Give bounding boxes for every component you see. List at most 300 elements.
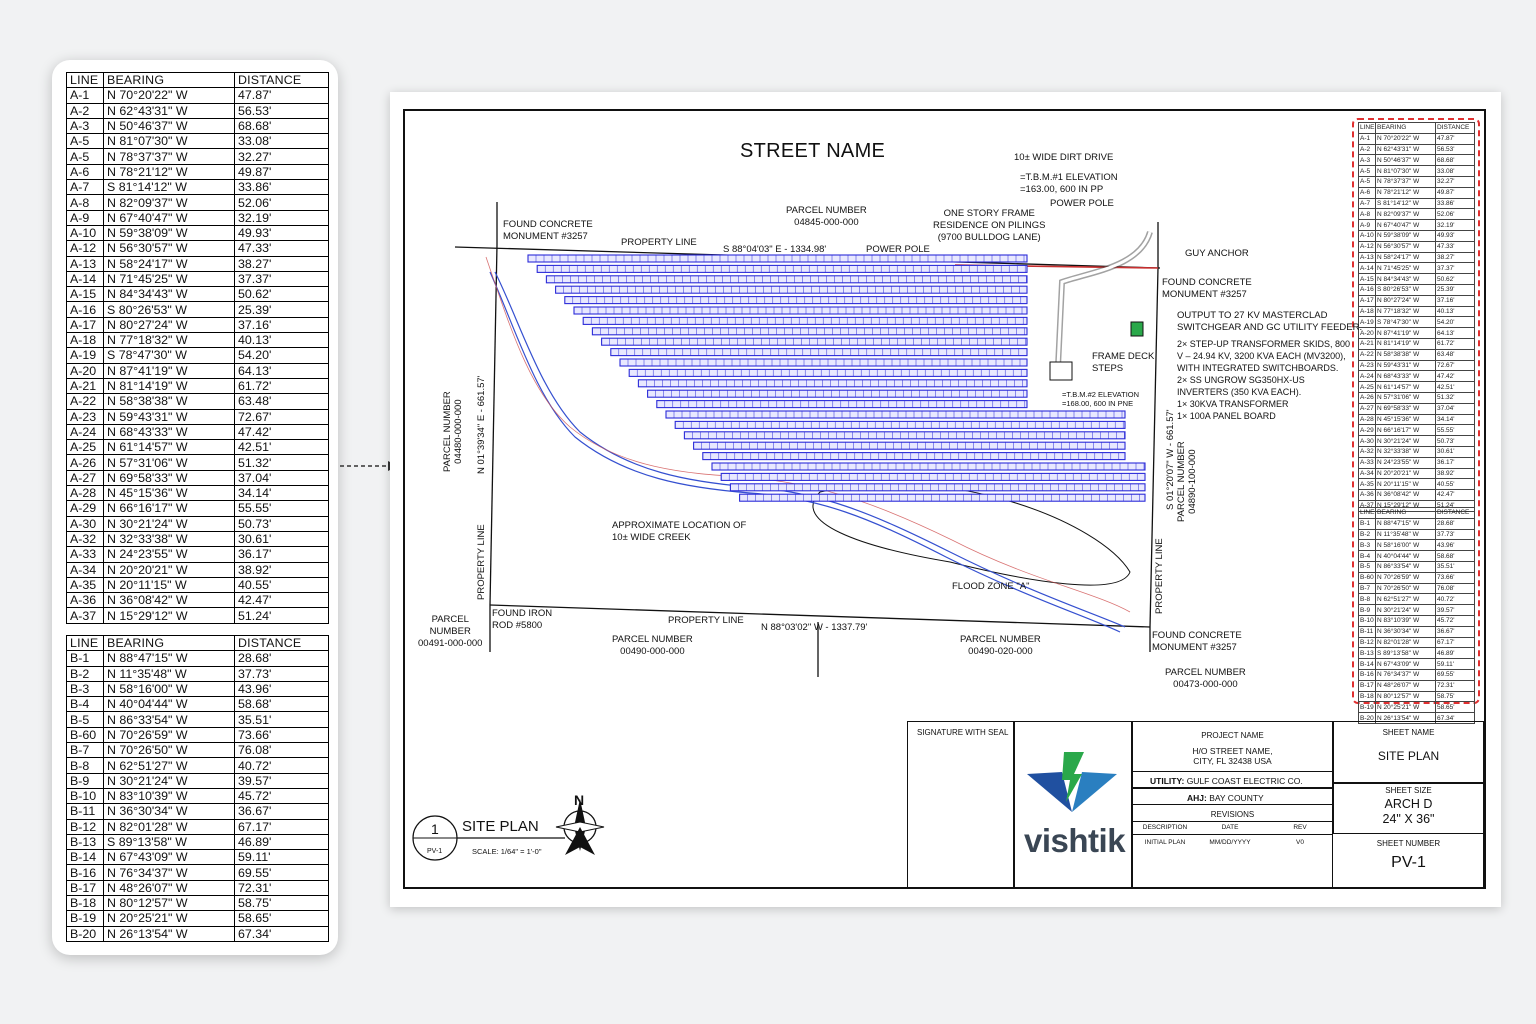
distance-cell: 61.72' [1436, 338, 1475, 349]
distance-cell: 51.24' [1436, 500, 1475, 511]
property-line-west [490, 245, 497, 605]
distance-cell: 37.04' [1436, 403, 1475, 414]
distance-cell: 69.55' [235, 865, 329, 880]
sheet-name: SITE PLAN [1377, 749, 1440, 763]
panel-row [703, 453, 1125, 460]
line-cell: A-26 [67, 455, 104, 470]
distance-cell: 45.72' [235, 788, 329, 803]
bearing-cell: N 81°07'30" W [1376, 166, 1436, 177]
label-property-line-right: PROPERTY LINE [1154, 538, 1165, 614]
bearing-cell: N 62°51'27" W [1376, 594, 1436, 605]
table-row [1359, 529, 1475, 540]
line-cell: A-37 [1360, 502, 1374, 510]
distance-cell: 67.34' [1436, 713, 1475, 724]
distance-cell: 37.73' [235, 666, 329, 681]
label-parcel-bottom-3: PARCEL NUMBER 00473-000-000 [1165, 667, 1246, 690]
bearing-cell: N 87°41'19" W [1376, 328, 1436, 339]
distance-cell: 52.06' [1436, 209, 1475, 220]
table-row [67, 865, 329, 880]
sheet-name-label: SHEET NAME [1382, 728, 1435, 737]
line-cell: A-8 [67, 195, 104, 210]
line-cell: A-7 [67, 180, 104, 195]
distance-cell: 32.27' [1436, 176, 1475, 187]
line-cell: B-13 [1360, 649, 1374, 657]
distance-cell: 38.27' [235, 256, 329, 271]
bearing-cell: N 20°11'15" W [1376, 479, 1436, 490]
distance-cell: 37.04' [235, 470, 329, 485]
line-cell: B-13 [67, 834, 104, 849]
distance-cell: 49.93' [235, 225, 329, 240]
table-row [1359, 252, 1475, 263]
table-row [1359, 338, 1475, 349]
table-row [1359, 317, 1475, 328]
panel-row [675, 421, 1125, 428]
label-property-line-top: PROPERTY LINE [621, 237, 697, 248]
distance-cell: 33.86' [235, 180, 329, 195]
label-iron-rod: FOUND IRON ROD #5800 [492, 608, 553, 631]
distance-cell: 54.20' [1436, 317, 1475, 328]
table-row [67, 788, 329, 803]
table-row [1359, 457, 1475, 468]
table-row [1359, 605, 1475, 616]
line-cell: B-19 [67, 911, 104, 926]
bearing-cell: N 78°21'12" W [104, 164, 235, 179]
bearing-cell: N 71°45'25" W [104, 271, 235, 286]
line-cell: B-16 [1360, 671, 1374, 679]
distance-cell: 28.68' [235, 651, 329, 666]
bearing-cell: N 61°14'57" W [104, 440, 235, 455]
bearing-cell: N 20°11'15" W [104, 577, 235, 592]
line-cell: A-32 [1360, 448, 1374, 456]
bearing-cell: N 81°14'19" W [104, 378, 235, 393]
bearing-cell: N 80°12'57" W [104, 896, 235, 911]
table-row [1359, 360, 1475, 371]
line-cell: A-5 [67, 134, 104, 149]
line-cell: A-10 [67, 225, 104, 240]
ahj-value: BAY COUNTY [1209, 793, 1264, 803]
bearing-cell: N 77°18'32" W [104, 333, 235, 348]
table-row [1359, 669, 1475, 680]
distance-cell: 58.65' [1436, 702, 1475, 713]
equipment-pad-icon [1131, 322, 1143, 336]
line-cell: A-36 [67, 593, 104, 608]
line-cell: A-9 [1359, 220, 1376, 231]
distance-cell: 49.93' [1436, 230, 1475, 241]
bearing-cell: S 78°47'30" W [104, 348, 235, 363]
label-property-line-left: PROPERTY LINE [476, 524, 487, 600]
table-row [67, 896, 329, 911]
line-cell: A-13 [1360, 253, 1374, 261]
bearing-cell: N 56°30'57" W [104, 241, 235, 256]
line-cell: A-33 [1360, 459, 1374, 467]
bearing-cell: N 36°30'34" W [104, 804, 235, 819]
label-tbm2: =T.B.M.#2 ELEVATION =168.00, 600 IN PNE [1062, 390, 1140, 408]
plan-number: 1 [431, 821, 439, 837]
table-row [67, 164, 329, 179]
line-cell: A-24 [1360, 372, 1374, 380]
panel-row [620, 359, 1027, 366]
bearing-cell: N 40°04'44" W [104, 697, 235, 712]
bearing-cell: N 59°38'09" W [1376, 230, 1436, 241]
distance-cell: 63.48' [1436, 349, 1475, 360]
bearing-cell: N 84°34'43" W [104, 287, 235, 302]
bearing-cell: N 58°16'00" W [104, 681, 235, 696]
bearing-cell: S 78°47'30" W [1376, 317, 1436, 328]
distance-cell: 37.37' [235, 271, 329, 286]
bearing-cell: N 36°30'34" W [1376, 626, 1436, 637]
distance-cell: 36.67' [235, 804, 329, 819]
line-cell: A-19 [1360, 318, 1374, 326]
bearing-cell: N 30°21'24" W [104, 516, 235, 531]
bearing-cell: S 80°26'53" W [104, 302, 235, 317]
panel-row [629, 369, 1027, 376]
table-row [1359, 518, 1475, 529]
table-row [1359, 349, 1475, 360]
table-row [67, 516, 329, 531]
line-cell: B-11 [1359, 626, 1376, 637]
line-cell: B-60 [67, 727, 104, 742]
distance-cell: 36.17' [1436, 457, 1475, 468]
line-cell: B-18 [67, 896, 104, 911]
bearing-cell: N 58°16'00" W [1376, 540, 1436, 551]
table-header-row [1359, 123, 1475, 134]
sheet-line-table-b [1358, 507, 1475, 724]
line-cell: B-20 [67, 926, 104, 941]
bearing-cell: N 58°38'38" W [104, 394, 235, 409]
table-row [1359, 561, 1475, 572]
distance-cell: 40.55' [1436, 479, 1475, 490]
distance-cell: 36.17' [235, 547, 329, 562]
bearing-cell: N 24°23'55" W [104, 547, 235, 562]
table-row [1359, 155, 1475, 166]
table-row [67, 651, 329, 666]
bearing-cell: N 36°08'42" W [104, 593, 235, 608]
line-cell: A-6 [67, 164, 104, 179]
distance-cell: 43.96' [235, 681, 329, 696]
bearing-cell: N 70°26'50" W [104, 743, 235, 758]
table-row [67, 88, 329, 103]
table-row [1359, 166, 1475, 177]
label-residence: ONE STORY FRAME RESIDENCE ON PILINGS (9700 BULLDOG LANE) [933, 208, 1046, 243]
line-cell: A-27 [1360, 405, 1374, 413]
bearing-cell: N 78°37'37" W [1376, 176, 1436, 187]
bearing-cell: N 82°09'37" W [1376, 209, 1436, 220]
line-cell: A-3 [67, 118, 104, 133]
bearing-cell: S 89°13'58" W [1376, 648, 1436, 659]
distance-cell: 58.75' [235, 896, 329, 911]
table-row [1359, 263, 1475, 274]
line-cell: A-2 [1359, 144, 1376, 155]
bearing-cell: S 89°13'58" W [104, 834, 235, 849]
bearing-cell: N 48°26'07" W [1376, 680, 1436, 691]
table-row [1359, 187, 1475, 198]
line-cell: A-5 [1359, 176, 1376, 187]
distance-cell: 47.42' [235, 424, 329, 439]
line-cell: A-34 [1360, 469, 1374, 477]
table-row [1359, 425, 1475, 436]
distance-cell: 50.73' [1436, 436, 1475, 447]
distance-cell: 63.48' [235, 394, 329, 409]
label-parcel-bottom-2: PARCEL NUMBER 00490-020-000 [960, 634, 1041, 657]
distance-cell: 55.55' [235, 501, 329, 516]
line-cell: A-16 [1360, 286, 1374, 294]
line-cell: A-29 [67, 501, 104, 516]
distance-cell: 46.89' [1436, 648, 1475, 659]
line-cell: A-24 [67, 424, 104, 439]
distance-cell: 47.33' [235, 241, 329, 256]
bearing-cell: N 30°21'24" W [1376, 436, 1436, 447]
bearing-cell: N 70°26'59" W [1376, 572, 1436, 583]
label-guy-anchor: GUY ANCHOR [1185, 248, 1249, 259]
table-row [1359, 594, 1475, 605]
sheet-size-label: SHEET SIZE [1385, 786, 1432, 795]
line-cell: A-21 [1360, 340, 1374, 348]
bearing-cell: N 59°43'31" W [1376, 360, 1436, 371]
rev-description: INITIAL PLAN [1144, 839, 1186, 846]
distance-cell: 28.68' [1436, 518, 1475, 529]
label-bearing-right: S 01°20'07" W - 661.57' [1165, 409, 1176, 510]
line-table-a [66, 72, 329, 624]
table-row [1359, 446, 1475, 457]
distance-cell: 58.65' [235, 911, 329, 926]
bearing-cell: N 20°20'21" W [104, 562, 235, 577]
bearing-cell: N 26°13'54" W [104, 926, 235, 941]
bearing-cell: N 59°38'09" W [104, 225, 235, 240]
bearing-cell: N 83°10'39" W [1376, 615, 1436, 626]
line-cell: B-14 [67, 850, 104, 865]
column-header: LINE [1360, 124, 1375, 132]
line-cell: B-8 [1359, 594, 1376, 605]
distance-cell: 30.61' [235, 531, 329, 546]
distance-cell: 40.72' [235, 758, 329, 773]
label-parcel-sw: PARCEL NUMBER 00491-000-000 [418, 614, 483, 649]
table-row [1359, 382, 1475, 393]
line-cell: B-20 [1360, 714, 1374, 722]
table-row [1359, 615, 1475, 626]
table-row [67, 317, 329, 332]
table-row [67, 394, 329, 409]
distance-cell: 68.68' [1436, 155, 1475, 166]
table-row [1359, 220, 1475, 231]
table-row [67, 577, 329, 592]
bearing-cell: N 11°35'48" W [1376, 529, 1436, 540]
distance-cell: 32.19' [235, 210, 329, 225]
distance-cell: 55.55' [1436, 425, 1475, 436]
table-header-row [67, 73, 329, 88]
distance-cell: 34.14' [1436, 414, 1475, 425]
bearing-cell: N 69°58'33" W [1376, 403, 1436, 414]
table-row [67, 134, 329, 149]
ahj-row-text [1187, 793, 1264, 803]
bearing-cell: N 58°24'17" W [1376, 252, 1436, 263]
line-cell: A-37 [67, 608, 104, 623]
distance-cell: 67.17' [235, 819, 329, 834]
distance-cell: 51.32' [1436, 392, 1475, 403]
table-row [67, 562, 329, 577]
panel-row [583, 317, 1027, 324]
table-row [67, 378, 329, 393]
table-row [67, 440, 329, 455]
distance-cell: 37.37' [1436, 263, 1475, 274]
bearing-cell: N 80°27'24" W [1376, 295, 1436, 306]
bearing-cell: N 78°37'37" W [104, 149, 235, 164]
table-row [67, 409, 329, 424]
line-cell: B-4 [67, 697, 104, 712]
line-cell: B-8 [67, 758, 104, 773]
rev-header-rev: REV [1293, 824, 1307, 831]
line-cell: B-5 [67, 712, 104, 727]
utility-row-text [1150, 776, 1303, 786]
table-row [67, 681, 329, 696]
distance-cell: 38.27' [1436, 252, 1475, 263]
distance-cell: 58.75' [1436, 691, 1475, 702]
bearing-cell: N 48°26'07" W [104, 880, 235, 895]
table-row [1359, 230, 1475, 241]
distance-cell: 35.51' [235, 712, 329, 727]
table-row [1359, 241, 1475, 252]
bearing-cell: N 66°16'17" W [104, 501, 235, 516]
bearing-cell: N 24°23'55" W [1376, 457, 1436, 468]
distance-cell: 67.34' [235, 926, 329, 941]
bearing-cell: N 50°46'37" W [1376, 155, 1436, 166]
column-header: DISTANCE [1436, 123, 1475, 134]
bearing-cell: N 88°47'15" W [1376, 518, 1436, 529]
label-parcel-top: PARCEL NUMBER 04845-000-000 [786, 205, 867, 228]
sheet-line-table-a [1358, 122, 1475, 512]
line-cell: A-18 [67, 333, 104, 348]
sheet-size: ARCH D 24" X 36" [1382, 797, 1435, 826]
table-row [67, 271, 329, 286]
distance-cell: 50.73' [235, 516, 329, 531]
distance-cell: 58.68' [1436, 551, 1475, 562]
label-bearing-bottom: N 88°03'02" W - 1337.79' [761, 622, 868, 633]
line-cell: A-34 [67, 562, 104, 577]
distance-cell: 38.92' [1436, 468, 1475, 479]
table-row [67, 195, 329, 210]
bearing-cell: N 82°01'28" W [1376, 637, 1436, 648]
rev-number: V0 [1296, 839, 1304, 846]
bearing-cell: N 66°16'17" W [1376, 425, 1436, 436]
bearing-cell: N 70°26'59" W [104, 727, 235, 742]
line-cell: A-17 [1360, 297, 1374, 305]
residence-outline [1050, 362, 1072, 380]
label-parcel-bottom-1: PARCEL NUMBER 00490-000-000 [612, 634, 693, 657]
table-row [1359, 414, 1475, 425]
line-cell: A-23 [1360, 361, 1374, 369]
table-row [67, 149, 329, 164]
column-header: LINE [1360, 509, 1375, 517]
table-row [1359, 176, 1475, 187]
distance-cell: 69.55' [1436, 669, 1475, 680]
distance-cell: 64.13' [235, 363, 329, 378]
bearing-cell: N 84°34'43" W [1376, 274, 1436, 285]
bearing-cell: N 15°29'12" W [1376, 500, 1436, 511]
panel-row [694, 442, 1125, 449]
bearing-cell: N 86°33'54" W [104, 712, 235, 727]
table-row [67, 758, 329, 773]
table-row [1359, 583, 1475, 594]
distance-cell: 33.08' [235, 134, 329, 149]
table-row [1359, 479, 1475, 490]
rev-date: MM/DD/YYYY [1209, 839, 1251, 846]
table-row [67, 727, 329, 742]
distance-cell: 40.72' [1436, 594, 1475, 605]
ahj-label: AHJ: [1187, 793, 1207, 803]
bearing-cell: N 70°20'22" W [1376, 133, 1436, 144]
table-row [67, 911, 329, 926]
line-cell: B-10 [67, 788, 104, 803]
line-cell: B-17 [1360, 682, 1374, 690]
line-cell: A-14 [67, 271, 104, 286]
bearing-cell: N 67°43'09" W [104, 850, 235, 865]
bearing-cell: N 67°40'47" W [1376, 220, 1436, 231]
north-letter: N [574, 792, 585, 808]
bearing-cell: N 50°46'37" W [104, 118, 235, 133]
line-cell: A-10 [1360, 232, 1374, 240]
distance-cell: 33.86' [1436, 198, 1475, 209]
distance-cell: 40.13' [1436, 306, 1475, 317]
line-cell: A-12 [1360, 243, 1374, 251]
line-cell: A-5 [1359, 166, 1376, 177]
line-cell: B-9 [67, 773, 104, 788]
table-row [1359, 274, 1475, 285]
bearing-cell: N 32°33'38" W [104, 531, 235, 546]
table-row [1359, 637, 1475, 648]
panel-row [556, 286, 1027, 293]
bearing-cell: N 40°04'44" W [1376, 551, 1436, 562]
distance-cell: 37.16' [235, 317, 329, 332]
panel-row [537, 265, 1027, 272]
line-cell: B-7 [67, 743, 104, 758]
bearing-cell: N 61°14'57" W [1376, 382, 1436, 393]
table-row [1359, 468, 1475, 479]
panel-row [730, 484, 1145, 491]
street-name: STREET NAME [740, 140, 886, 162]
distance-cell: 56.53' [235, 103, 329, 118]
line-cell: A-30 [67, 516, 104, 531]
line-cell: B-10 [1360, 617, 1374, 625]
bearing-cell: N 88°47'15" W [104, 651, 235, 666]
distance-cell: 47.42' [1436, 371, 1475, 382]
table-row [67, 850, 329, 865]
table-row [1359, 284, 1475, 295]
bearing-cell: N 45°15'36" W [1376, 414, 1436, 425]
table-row [67, 302, 329, 317]
panel-row [574, 307, 1027, 314]
line-cell: A-19 [67, 348, 104, 363]
line-cell: A-30 [1360, 437, 1374, 445]
line-cell: A-33 [67, 547, 104, 562]
table-row [1359, 392, 1475, 403]
line-cell: B-11 [67, 804, 104, 819]
distance-cell: 32.19' [1436, 220, 1475, 231]
table-row [1359, 490, 1475, 501]
line-cell: B-16 [67, 865, 104, 880]
label-frame-deck: FRAME DECK STEPS [1092, 351, 1155, 374]
distance-cell: 56.53' [1436, 144, 1475, 155]
distance-cell: 49.87' [1436, 187, 1475, 198]
line-cell: B-18 [1360, 692, 1374, 700]
bearing-cell: N 77°18'32" W [1376, 306, 1436, 317]
distance-cell: 45.72' [1436, 615, 1475, 626]
table-row [1359, 572, 1475, 583]
bearing-cell: N 58°38'38" W [1376, 349, 1436, 360]
distance-cell: 47.87' [1436, 133, 1475, 144]
distance-cell: 72.67' [235, 409, 329, 424]
line-cell: A-15 [67, 287, 104, 302]
column-header: BEARING [104, 73, 235, 88]
bearing-cell: N 82°09'37" W [104, 195, 235, 210]
